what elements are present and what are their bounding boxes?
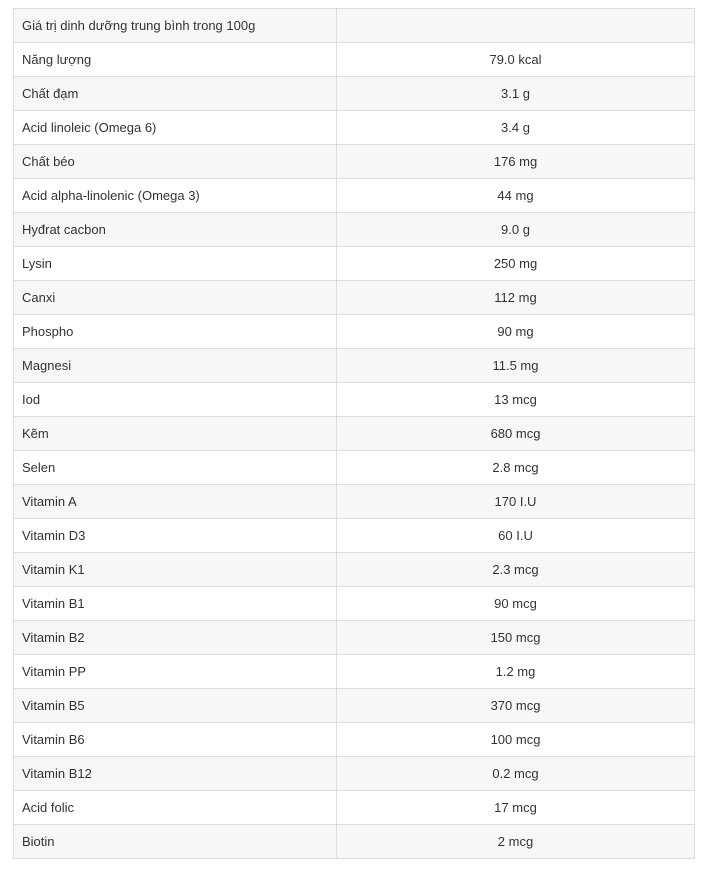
nutrient-name-cell: Năng lượng (14, 43, 337, 77)
table-row (14, 825, 695, 859)
table-row (14, 417, 695, 451)
nutrient-name-cell: Lysin (14, 247, 337, 281)
table-header-value (337, 9, 695, 43)
table-row (14, 111, 695, 145)
nutrient-amount-cell: 0.2 mcg (337, 757, 695, 791)
nutrient-amount-cell: 17 mcg (337, 791, 695, 825)
nutrient-amount-cell: 680 mcg (337, 417, 695, 451)
table-row (14, 281, 695, 315)
table-row (14, 519, 695, 553)
nutrient-name-cell: Vitamin K1 (14, 553, 337, 587)
nutrient-name-cell: Vitamin D3 (14, 519, 337, 553)
nutrient-name-cell: Biotin (14, 825, 337, 859)
table-row (14, 485, 695, 519)
table-row (14, 451, 695, 485)
nutrient-amount-cell: 112 mg (337, 281, 695, 315)
nutrient-amount-cell: 90 mcg (337, 587, 695, 621)
nutrient-amount-cell: 9.0 g (337, 213, 695, 247)
nutrient-name-cell: Vitamin B12 (14, 757, 337, 791)
nutrient-amount-cell: 3.4 g (337, 111, 695, 145)
nutrient-name-cell: Acid linoleic (Omega 6) (14, 111, 337, 145)
nutrient-name-cell: Phospho (14, 315, 337, 349)
nutrition-table-body (14, 9, 695, 859)
nutrient-amount-cell: 13 mcg (337, 383, 695, 417)
nutrient-name-cell: Vitamin B1 (14, 587, 337, 621)
nutrient-amount-cell: 3.1 g (337, 77, 695, 111)
nutrition-table (13, 8, 695, 859)
nutrient-amount-cell: 44 mg (337, 179, 695, 213)
table-row (14, 213, 695, 247)
table-row (14, 315, 695, 349)
nutrient-amount-cell: 2.3 mcg (337, 553, 695, 587)
nutrient-amount-cell: 60 I.U (337, 519, 695, 553)
nutrient-amount-cell: 2 mcg (337, 825, 695, 859)
nutrient-name-cell: Selen (14, 451, 337, 485)
nutrient-name-cell: Vitamin B6 (14, 723, 337, 757)
table-row (14, 43, 695, 77)
nutrient-name-cell: Vitamin B5 (14, 689, 337, 723)
nutrient-amount-cell: 90 mg (337, 315, 695, 349)
table-row (14, 587, 695, 621)
table-row (14, 247, 695, 281)
nutrient-name-cell: Acid alpha-linolenic (Omega 3) (14, 179, 337, 213)
table-row (14, 791, 695, 825)
nutrient-name-cell: Hyđrat cacbon (14, 213, 337, 247)
table-header-row (14, 9, 695, 43)
table-row (14, 77, 695, 111)
nutrient-amount-cell: 370 mcg (337, 689, 695, 723)
table-row (14, 655, 695, 689)
nutrient-name-cell: Kẽm (14, 417, 337, 451)
nutrient-name-cell: Chất béo (14, 145, 337, 179)
table-row (14, 689, 695, 723)
table-row (14, 179, 695, 213)
nutrient-name-cell: Vitamin B2 (14, 621, 337, 655)
table-row (14, 349, 695, 383)
nutrient-name-cell: Acid folic (14, 791, 337, 825)
nutrient-amount-cell: 250 mg (337, 247, 695, 281)
table-row (14, 723, 695, 757)
table-row (14, 757, 695, 791)
nutrient-name-cell: Magnesi (14, 349, 337, 383)
table-row (14, 145, 695, 179)
table-row (14, 621, 695, 655)
nutrient-name-cell: Iod (14, 383, 337, 417)
nutrient-amount-cell: 1.2 mg (337, 655, 695, 689)
nutrient-amount-cell: 11.5 mg (337, 349, 695, 383)
nutrient-amount-cell: 170 I.U (337, 485, 695, 519)
nutrient-amount-cell: 2.8 mcg (337, 451, 695, 485)
nutrient-amount-cell: 176 mg (337, 145, 695, 179)
nutrient-amount-cell: 100 mcg (337, 723, 695, 757)
nutrient-amount-cell: 150 mcg (337, 621, 695, 655)
nutrient-name-cell: Canxi (14, 281, 337, 315)
nutrient-name-cell: Vitamin PP (14, 655, 337, 689)
nutrient-name-cell: Chất đạm (14, 77, 337, 111)
table-header-label: Giá trị dinh dưỡng trung bình trong 100g (14, 9, 337, 43)
nutrient-name-cell: Vitamin A (14, 485, 337, 519)
table-row (14, 383, 695, 417)
table-row (14, 553, 695, 587)
nutrient-amount-cell: 79.0 kcal (337, 43, 695, 77)
